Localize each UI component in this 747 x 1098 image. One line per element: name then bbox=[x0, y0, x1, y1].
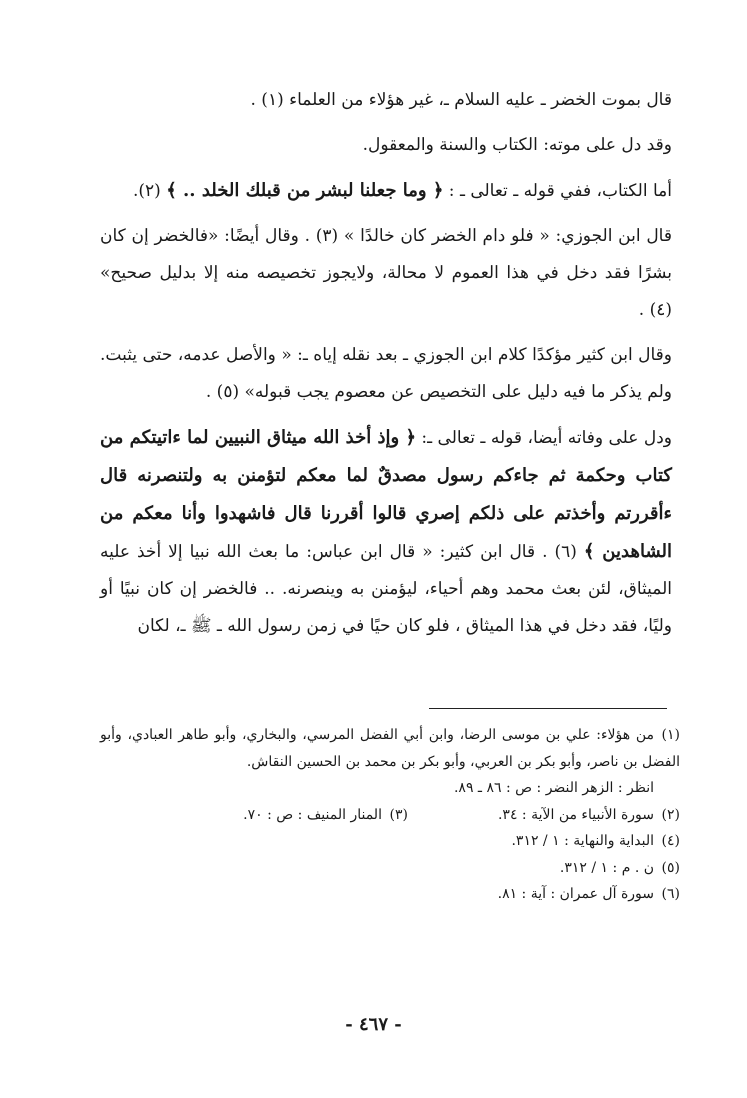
paragraph-2: وقد دل على موته: الكتاب والسنة والمعقول. bbox=[362, 135, 672, 155]
footnote-2-number: (٢) bbox=[661, 806, 680, 823]
paragraph-6 bbox=[100, 419, 672, 645]
footnotes bbox=[100, 722, 680, 908]
footnote-5 bbox=[100, 855, 680, 882]
paragraph-6-intro: ودل على وفاته أيضا، قوله ـ تعالى ـ: bbox=[416, 428, 672, 448]
footnote-1-number: (١) bbox=[661, 727, 680, 743]
footnote-3-number: (٣) bbox=[389, 806, 408, 823]
footnote-2-text: سورة الأنبياء من الآية : ٣٤. bbox=[497, 806, 654, 823]
footnote-5-number: (٥) bbox=[661, 859, 680, 876]
footnote-3-text: المنار المنيف : ص : ٧٠. bbox=[243, 806, 382, 823]
footnote-1-text: من هؤلاء: علي بن موسى الرضا، وابن أبي الفضل المرسي، والبخاري، وأبو طاهر العبادي، وأبو الفضل بن ناصر، وأبو بكر بن العربي، وأبو بكر بن محمد بن الحسين النقاش. bbox=[100, 727, 680, 770]
paragraph-3-ref: (٢). bbox=[132, 181, 167, 201]
quran-verse-2: ﴿ وإذ أخذ الله ميثاق النبيين لما ءاتيتكم من كتاب وحكمة ثم جاءكم رسول مصدقٌ لما معكم لتؤمنن به ولتنصرنه قال ءأقررتم وأخذتم على ذلكم إصري قالوا أقررنا قال فاشهدوا وأنا معكم من الشاهدين ﴾ bbox=[100, 427, 672, 562]
footnote-divider bbox=[429, 708, 667, 709]
footnote-5-text: ن . م : ١ / ٣١٢. bbox=[559, 859, 654, 876]
paragraph-6-rest: (٦) . قال ابن كثير: « قال ابن عباس: ما بعث الله نبيا إلا أخذ عليه الميثاق، لئن بعث محمد وهم أحياء، ليؤمنن به وينصرنه. .. فالخضر إن كان نبيًا أو وليًا، فقد دخل في هذا الميثاق ، فلو كان حيًا في زمن رسول الله ـ ﷺ ـ، لكان bbox=[100, 542, 672, 636]
main-text bbox=[100, 82, 672, 653]
footnote-4 bbox=[100, 828, 680, 855]
footnote-6 bbox=[100, 881, 680, 908]
footnote-2 bbox=[498, 802, 680, 829]
paragraph-3-intro: أما الكتاب، ففي قوله ـ تعالى ـ : bbox=[443, 181, 672, 201]
page-number: - ٤٦٧ - bbox=[345, 1014, 402, 1035]
footnote-1-see: انظر : الزهر النضر : ص : ٨٦ ـ ٨٩. bbox=[453, 780, 654, 796]
paragraph-4: قال ابن الجوزي: « فلو دام الخضر كان خالدًا » (٣) . وقال أيضًا: «فالخضر إن كان بشرًا فقد دخل في هذا العموم لا محالة، ولايجوز تخصيصه منه إلا بدليل صحيح» (٤) . bbox=[100, 226, 672, 320]
paragraph-5: وقال ابن كثير مؤكدًا كلام ابن الجوزي ـ بعد نقله إياه ـ: « والأصل عدمه، حتى يثبت. ولم يذكر ما فيه دليل على التخصيص عن معصوم يجب قبوله» (٥) . bbox=[100, 345, 672, 402]
footnote-1 bbox=[100, 722, 680, 775]
footnote-row-2-3 bbox=[100, 802, 680, 829]
footnote-4-number: (٤) bbox=[661, 833, 680, 849]
footnote-6-text: سورة آل عمران : آية : ٨١. bbox=[497, 886, 654, 902]
paragraph-3 bbox=[100, 172, 672, 210]
footnote-4-text: البداية والنهاية : ١ / ٣١٢. bbox=[511, 833, 654, 849]
footnote-6-number: (٦) bbox=[661, 886, 680, 902]
footnote-3 bbox=[243, 802, 408, 829]
paragraph-1: قال بموت الخضر ـ عليه السلام ـ، غير هؤلاء من العلماء (١) . bbox=[250, 90, 672, 110]
quran-verse-1: ﴿ وما جعلنا لبشر من قبلك الخلد .. ﴾ bbox=[166, 180, 444, 201]
